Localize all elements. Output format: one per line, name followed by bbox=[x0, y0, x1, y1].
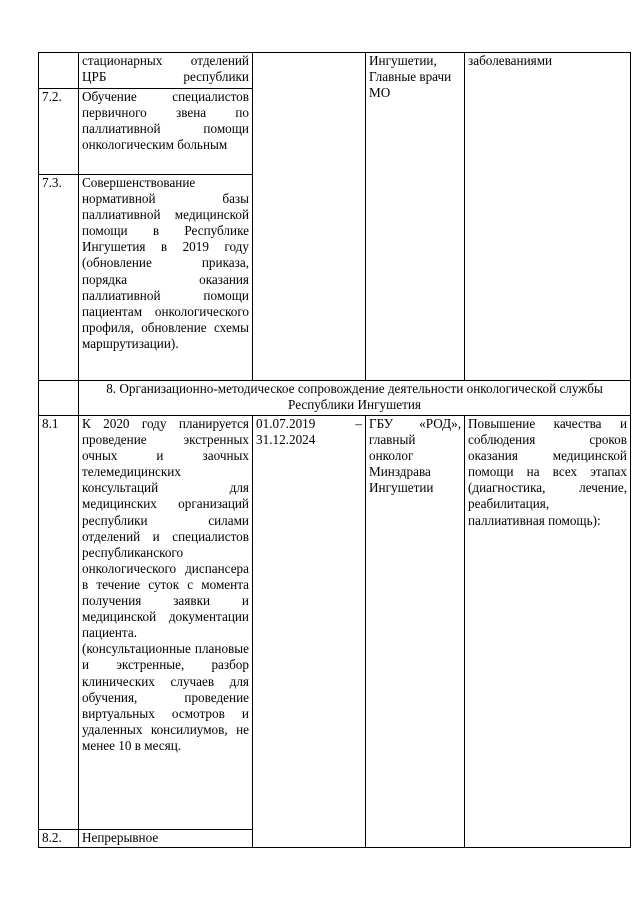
row-number: 8.1 bbox=[39, 416, 79, 830]
implementation-dates: 01.07.2019 – 31.12.2024 bbox=[253, 416, 366, 848]
row-number: 8.2. bbox=[39, 830, 79, 848]
row-number: 7.3. bbox=[39, 175, 79, 381]
event-description: Обучение специалистов первичного звена по паллиативной помощи онкологическим больным bbox=[79, 89, 253, 175]
action-plan-table bbox=[38, 52, 631, 848]
responsible-executors: Ингушетии, Главные врачи МО bbox=[366, 53, 465, 381]
document-page bbox=[38, 52, 630, 848]
event-description: Совершенствование нормативной базы паллиативной медицинской помощи в Республике Ингушетия в 2019 году (обновление приказа, порядка оказания паллиативной помощи пациентам онкологического профиля, обновление схемы маршрутизации). bbox=[79, 175, 253, 381]
event-description: К 2020 году планируется проведение экстренных очных и заочных телемедицинских консультаций для медицинских организаций республики силами отделений и специалистов республиканского онкологического диспансера в течение суток с момента получения заявки и медицинской документации пациента. (консультационные плановые и экстренные, разбор клинических случаев для обучения, проведение виртуальных осмотров и удаленных консилиумов, не менее 10 в месяц. bbox=[79, 416, 253, 830]
expected-result: заболеваниями bbox=[465, 53, 631, 381]
responsible-executors: ГБУ «РОД», главный онколог Минздрава Ингушетии bbox=[366, 416, 465, 848]
section-title: 8. Организационно-методическое сопровождение деятельности онкологической службы Республики Ингушетия bbox=[79, 381, 631, 416]
row-number bbox=[39, 381, 79, 416]
event-description: стационарных отделений ЦРБ республики bbox=[79, 53, 253, 89]
expected-result: Повышение качества и соблюдения сроков оказания медицинской помощи на всех этапах (диагностика, лечение, реабилитация, паллиативная помощь): bbox=[465, 416, 631, 848]
section-heading-row bbox=[39, 381, 631, 416]
event-description: Непрерывное bbox=[79, 830, 253, 848]
row-number bbox=[39, 53, 79, 89]
dates-cell bbox=[253, 53, 366, 381]
table-row bbox=[39, 53, 631, 89]
row-number: 7.2. bbox=[39, 89, 79, 175]
table-row bbox=[39, 416, 631, 830]
